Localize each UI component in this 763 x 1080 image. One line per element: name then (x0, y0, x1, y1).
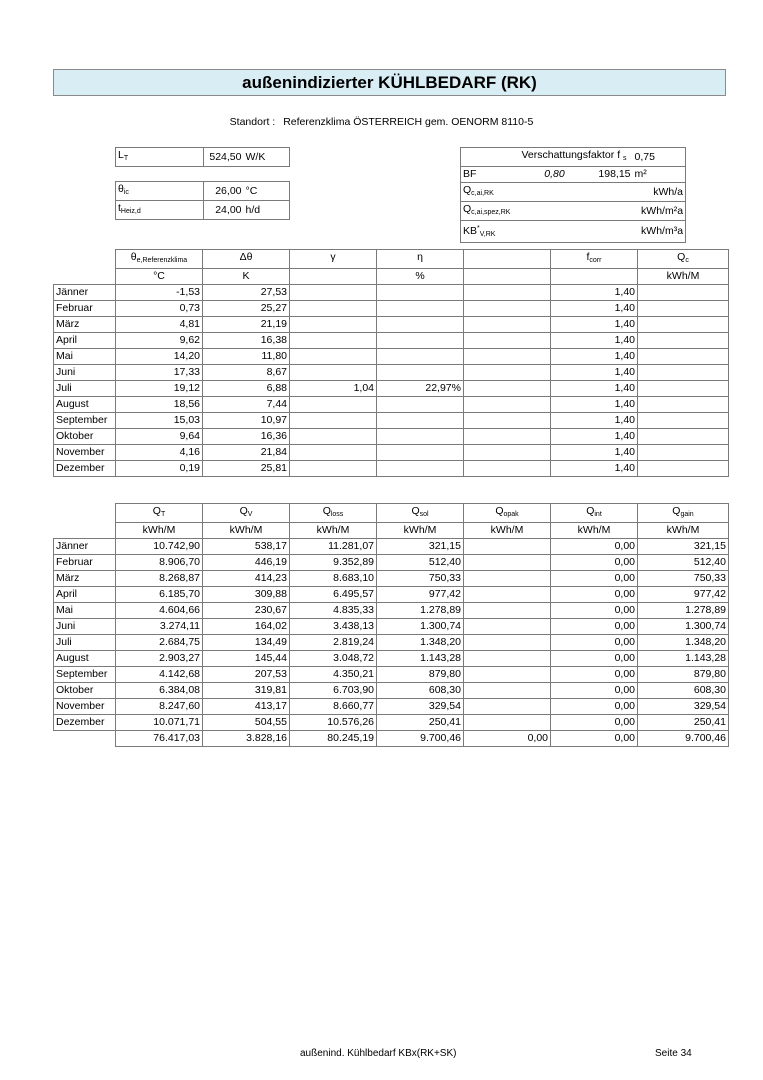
value-cell: 309,88 (203, 587, 290, 603)
value-cell: 1,40 (551, 285, 638, 301)
value-cell: 9,62 (116, 333, 203, 349)
value-cell (464, 683, 551, 699)
value-cell: 321,15 (638, 539, 729, 555)
value-cell: 1,40 (551, 381, 638, 397)
month-label: Juni (54, 365, 116, 381)
value-cell: 7,44 (203, 397, 290, 413)
value-cell (638, 285, 729, 301)
table-row (54, 397, 729, 413)
value-cell (638, 445, 729, 461)
value-cell (290, 317, 377, 333)
totals-label-cell (54, 731, 116, 747)
value-cell: 6.703,90 (290, 683, 377, 699)
t-unit: h/d (244, 201, 290, 220)
value-cell: 21,84 (203, 445, 290, 461)
unit-row (54, 269, 729, 285)
month-label: April (54, 587, 116, 603)
table-row (54, 571, 729, 587)
value-cell: 0,73 (116, 301, 203, 317)
standort-label: Standort : (229, 116, 276, 128)
table-row (54, 285, 729, 301)
value-cell: 6.384,08 (116, 683, 203, 699)
value-cell: 8.906,70 (116, 555, 203, 571)
value-cell: 977,42 (638, 587, 729, 603)
value-cell (377, 285, 464, 301)
value-cell: 8.268,87 (116, 571, 203, 587)
value-cell: 879,80 (638, 667, 729, 683)
lt-symbol: $L_T$ (116, 148, 204, 167)
value-cell: 10.742,90 (116, 539, 203, 555)
value-cell (464, 445, 551, 461)
unit-cell: kWh/M (377, 523, 464, 539)
month-label: März (54, 571, 116, 587)
value-cell: 250,41 (638, 715, 729, 731)
value-cell: -1,53 (116, 285, 203, 301)
total-cell: 9.700,46 (377, 731, 464, 747)
monthly-energy-table (53, 503, 729, 747)
total-cell: 76.417,03 (116, 731, 203, 747)
column-header: $Q_c$ (638, 250, 729, 269)
value-cell (464, 381, 551, 397)
value-cell (638, 429, 729, 445)
month-label: Februar (54, 301, 116, 317)
value-cell: 6.185,70 (116, 587, 203, 603)
month-label: Mai (54, 349, 116, 365)
totals-row (54, 731, 729, 747)
value-cell (638, 301, 729, 317)
value-cell: 608,30 (638, 683, 729, 699)
unit-cell: kWh/M (203, 523, 290, 539)
value-cell (638, 397, 729, 413)
unit-cell: kWh/M (464, 523, 551, 539)
value-cell: 538,17 (203, 539, 290, 555)
value-cell: 504,55 (203, 715, 290, 731)
value-cell: 750,33 (377, 571, 464, 587)
value-cell: 1,40 (551, 461, 638, 477)
value-cell (464, 619, 551, 635)
standort-line (0, 116, 763, 128)
value-cell: 1.300,74 (638, 619, 729, 635)
corner-cell (54, 504, 116, 523)
unit-cell: K (203, 269, 290, 285)
kb-symbol: $KB^*_{V,RK}$ (461, 221, 633, 243)
value-cell: 3.048,72 (290, 651, 377, 667)
month-label: September (54, 413, 116, 429)
column-header: $Q_{int}$ (551, 504, 638, 523)
value-cell (638, 413, 729, 429)
value-cell: 1.143,28 (638, 651, 729, 667)
value-cell: 0,00 (551, 651, 638, 667)
params-right (460, 147, 686, 243)
value-cell (638, 381, 729, 397)
month-label: Mai (54, 603, 116, 619)
value-cell (290, 285, 377, 301)
value-cell: 207,53 (203, 667, 290, 683)
month-label: September (54, 667, 116, 683)
column-header: $Q_{sol}$ (377, 504, 464, 523)
month-label: Jänner (54, 285, 116, 301)
value-cell (638, 317, 729, 333)
footer-center: außenind. Kühlbedarf KBx(RK+SK) (300, 1048, 457, 1059)
value-cell: 134,49 (203, 635, 290, 651)
table-row (54, 413, 729, 429)
value-cell: 8.660,77 (290, 699, 377, 715)
value-cell: 608,30 (377, 683, 464, 699)
value-cell: 512,40 (638, 555, 729, 571)
table-row (54, 635, 729, 651)
unit-cell: °C (116, 269, 203, 285)
monthly-temperature-table (53, 249, 729, 477)
value-cell: 321,15 (377, 539, 464, 555)
table-row (54, 619, 729, 635)
lt-value: 524,50 (204, 148, 244, 167)
month-label: Oktober (54, 429, 116, 445)
table-row (54, 651, 729, 667)
value-cell (464, 555, 551, 571)
value-cell (377, 365, 464, 381)
corner-cell (54, 269, 116, 285)
table-row (54, 349, 729, 365)
value-cell (464, 715, 551, 731)
value-cell: 4,81 (116, 317, 203, 333)
t-symbol: $t_{Heiz,d}$ (116, 201, 204, 220)
month-label: Februar (54, 555, 116, 571)
value-cell: 0,00 (551, 619, 638, 635)
total-cell: 0,00 (551, 731, 638, 747)
value-cell: 0,00 (551, 555, 638, 571)
value-cell (377, 429, 464, 445)
table-row (54, 683, 729, 699)
value-cell (377, 333, 464, 349)
value-cell: 1.348,20 (638, 635, 729, 651)
column-header: η (377, 250, 464, 269)
column-header: $Q_{loss}$ (290, 504, 377, 523)
value-cell: 16,36 (203, 429, 290, 445)
unit-cell: kWh/M (290, 523, 377, 539)
value-cell (464, 651, 551, 667)
header-row (54, 504, 729, 523)
value-cell (377, 317, 464, 333)
value-cell: 14,20 (116, 349, 203, 365)
value-cell (464, 397, 551, 413)
value-cell: 8.683,10 (290, 571, 377, 587)
table-row (54, 603, 729, 619)
value-cell (290, 333, 377, 349)
value-cell: 164,02 (203, 619, 290, 635)
value-cell: 9,64 (116, 429, 203, 445)
value-cell (464, 699, 551, 715)
value-cell (638, 365, 729, 381)
table-row (54, 365, 729, 381)
theta-unit: °C (244, 182, 290, 201)
q2-symbol: $Q_{c,ai,spez,RK}$ (461, 202, 633, 221)
kb-unit: kWh/m³a (633, 221, 686, 243)
value-cell (377, 445, 464, 461)
value-cell (290, 365, 377, 381)
total-cell: 9.700,46 (638, 731, 729, 747)
value-cell (377, 301, 464, 317)
q2-unit: kWh/m²a (633, 202, 686, 221)
value-cell: 2.684,75 (116, 635, 203, 651)
value-cell (290, 301, 377, 317)
unit-cell: kWh/M (638, 523, 729, 539)
table-row (54, 317, 729, 333)
value-cell: 0,00 (551, 683, 638, 699)
column-header: $Q_{opak}$ (464, 504, 551, 523)
bf-mid: 0,80 (523, 167, 587, 183)
month-label: Dezember (54, 461, 116, 477)
value-cell (464, 571, 551, 587)
value-cell: 1.143,28 (377, 651, 464, 667)
value-cell: 17,33 (116, 365, 203, 381)
value-cell (377, 413, 464, 429)
value-cell: 27,53 (203, 285, 290, 301)
table-row (54, 539, 729, 555)
value-cell: 16,38 (203, 333, 290, 349)
value-cell (290, 349, 377, 365)
value-cell (464, 587, 551, 603)
unit-cell (290, 269, 377, 285)
value-cell: 1,40 (551, 317, 638, 333)
value-cell: 4.350,21 (290, 667, 377, 683)
bf-unit: m² (633, 167, 686, 183)
value-cell (290, 413, 377, 429)
value-cell (290, 461, 377, 477)
value-cell: 1,40 (551, 349, 638, 365)
month-label: Juli (54, 635, 116, 651)
value-cell (464, 317, 551, 333)
value-cell: 0,00 (551, 635, 638, 651)
value-cell: 1.348,20 (377, 635, 464, 651)
value-cell (464, 349, 551, 365)
value-cell: 4.142,68 (116, 667, 203, 683)
value-cell (464, 429, 551, 445)
value-cell (377, 461, 464, 477)
column-header: $Q_V$ (203, 504, 290, 523)
value-cell (290, 445, 377, 461)
value-cell: 0,00 (551, 715, 638, 731)
table-row (54, 381, 729, 397)
month-label: Juli (54, 381, 116, 397)
value-cell: 10.576,26 (290, 715, 377, 731)
value-cell: 750,33 (638, 571, 729, 587)
value-cell: 4.604,66 (116, 603, 203, 619)
value-cell: 413,17 (203, 699, 290, 715)
value-cell: 0,00 (551, 571, 638, 587)
value-cell (464, 365, 551, 381)
value-cell: 1,40 (551, 397, 638, 413)
value-cell: 1,40 (551, 429, 638, 445)
table-row (54, 699, 729, 715)
value-cell (464, 301, 551, 317)
unit-cell: kWh/M (116, 523, 203, 539)
value-cell: 1,40 (551, 333, 638, 349)
t-value: 24,00 (204, 201, 244, 220)
standort-value: Referenzklima ÖSTERREICH gem. OENORM 8110-5 (283, 116, 534, 128)
value-cell: 10,97 (203, 413, 290, 429)
value-cell (464, 603, 551, 619)
month-label: November (54, 699, 116, 715)
value-cell (464, 333, 551, 349)
q1-unit: kWh/a (633, 183, 686, 202)
column-header: $Q_{gain}$ (638, 504, 729, 523)
value-cell: 1.300,74 (377, 619, 464, 635)
column-header: $\theta_{e,Referenzklima}$ (116, 250, 203, 269)
value-cell (638, 461, 729, 477)
month-label: August (54, 397, 116, 413)
table-row (54, 333, 729, 349)
month-label: Juni (54, 619, 116, 635)
value-cell: 15,03 (116, 413, 203, 429)
q1-symbol: $Q_{c,ai,RK}$ (461, 183, 633, 202)
table-row (54, 587, 729, 603)
corner-cell (54, 250, 116, 269)
value-cell: 19,12 (116, 381, 203, 397)
value-cell (464, 461, 551, 477)
value-cell: 21,19 (203, 317, 290, 333)
value-cell: 250,41 (377, 715, 464, 731)
value-cell: 18,56 (116, 397, 203, 413)
table-row (54, 715, 729, 731)
value-cell (638, 333, 729, 349)
table-row (54, 461, 729, 477)
footer-page: Seite 34 (655, 1048, 692, 1059)
column-header (464, 250, 551, 269)
value-cell: 879,80 (377, 667, 464, 683)
value-cell: 6.495,57 (290, 587, 377, 603)
value-cell: 22,97% (377, 381, 464, 397)
value-cell: 0,00 (551, 587, 638, 603)
params-lt (115, 147, 290, 167)
month-label: Dezember (54, 715, 116, 731)
value-cell: 1,40 (551, 413, 638, 429)
theta-value: 26,00 (204, 182, 244, 201)
month-label: November (54, 445, 116, 461)
table-row (54, 301, 729, 317)
value-cell: 145,44 (203, 651, 290, 667)
value-cell: 6,88 (203, 381, 290, 397)
table-row (54, 445, 729, 461)
value-cell (464, 413, 551, 429)
value-cell: 4.835,33 (290, 603, 377, 619)
params-theta-t (115, 181, 290, 220)
value-cell (377, 349, 464, 365)
page-title: außenindizierter KÜHLBEDARF (RK) (53, 69, 726, 96)
total-cell: 3.828,16 (203, 731, 290, 747)
unit-cell: % (377, 269, 464, 285)
unit-row (54, 523, 729, 539)
value-cell: 1,40 (551, 365, 638, 381)
value-cell: 11,80 (203, 349, 290, 365)
value-cell: 2.903,27 (116, 651, 203, 667)
column-header: Δθ (203, 250, 290, 269)
table-row (54, 429, 729, 445)
header-row (54, 250, 729, 269)
value-cell (464, 667, 551, 683)
fs-label: Verschattungsfaktor f $_s$ (461, 148, 633, 167)
unit-cell (551, 269, 638, 285)
total-cell: 80.245,19 (290, 731, 377, 747)
column-header: γ (290, 250, 377, 269)
value-cell: 25,81 (203, 461, 290, 477)
value-cell: 2.819,24 (290, 635, 377, 651)
column-header: $f_{corr}$ (551, 250, 638, 269)
value-cell: 0,19 (116, 461, 203, 477)
table-row (54, 555, 729, 571)
value-cell: 446,19 (203, 555, 290, 571)
fs-value: 0,75 (633, 148, 686, 167)
value-cell (290, 429, 377, 445)
unit-cell: kWh/M (638, 269, 729, 285)
value-cell (464, 285, 551, 301)
month-label: April (54, 333, 116, 349)
unit-cell: kWh/M (551, 523, 638, 539)
value-cell: 329,54 (638, 699, 729, 715)
value-cell: 25,27 (203, 301, 290, 317)
value-cell (290, 397, 377, 413)
value-cell: 414,23 (203, 571, 290, 587)
theta-symbol: $\theta_{ic}$ (116, 182, 204, 201)
value-cell (464, 539, 551, 555)
value-cell: 512,40 (377, 555, 464, 571)
value-cell: 0,00 (551, 603, 638, 619)
value-cell: 8,67 (203, 365, 290, 381)
month-label: Jänner (54, 539, 116, 555)
corner-cell (54, 523, 116, 539)
value-cell: 3.438,13 (290, 619, 377, 635)
value-cell (464, 635, 551, 651)
column-header: $Q_T$ (116, 504, 203, 523)
value-cell: 0,00 (551, 539, 638, 555)
unit-cell (464, 269, 551, 285)
value-cell: 11.281,07 (290, 539, 377, 555)
value-cell: 1.278,89 (638, 603, 729, 619)
bf-label: BF (461, 167, 523, 183)
total-cell: 0,00 (464, 731, 551, 747)
value-cell: 4,16 (116, 445, 203, 461)
bf-value: 198,15 (587, 167, 633, 183)
value-cell: 329,54 (377, 699, 464, 715)
value-cell: 1.278,89 (377, 603, 464, 619)
month-label: März (54, 317, 116, 333)
value-cell: 319,81 (203, 683, 290, 699)
table-row (54, 667, 729, 683)
value-cell: 9.352,89 (290, 555, 377, 571)
value-cell (377, 397, 464, 413)
lt-unit: W/K (244, 148, 290, 167)
value-cell: 977,42 (377, 587, 464, 603)
value-cell: 0,00 (551, 667, 638, 683)
value-cell: 10.071,71 (116, 715, 203, 731)
value-cell: 1,40 (551, 445, 638, 461)
value-cell: 1,40 (551, 301, 638, 317)
value-cell: 230,67 (203, 603, 290, 619)
value-cell: 0,00 (551, 699, 638, 715)
value-cell: 1,04 (290, 381, 377, 397)
month-label: Oktober (54, 683, 116, 699)
value-cell (638, 349, 729, 365)
value-cell: 3.274,11 (116, 619, 203, 635)
month-label: August (54, 651, 116, 667)
value-cell: 8.247,60 (116, 699, 203, 715)
